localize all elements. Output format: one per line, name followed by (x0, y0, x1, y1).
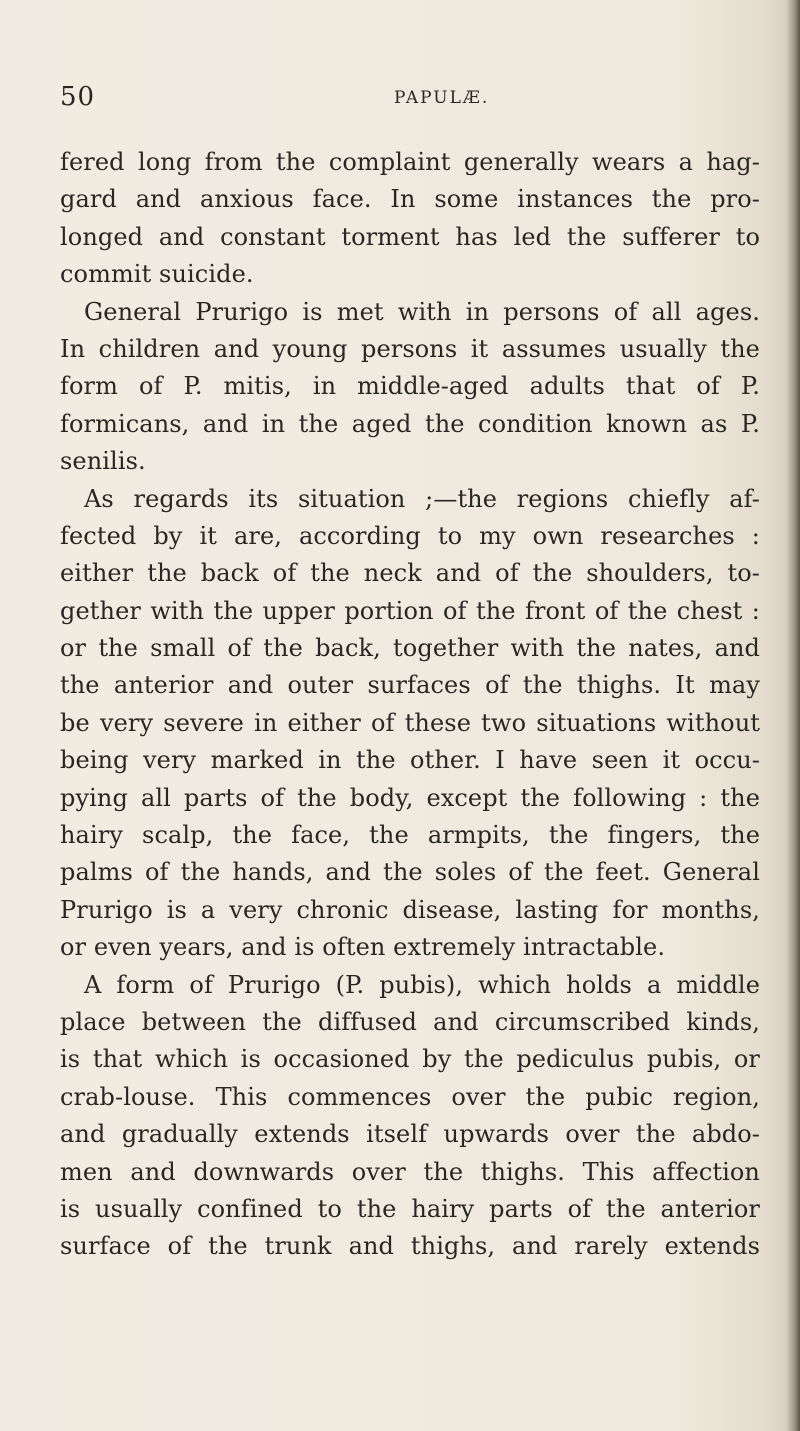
body-text (60, 144, 760, 1266)
text-line: formicans, and in the aged the condition known as P. (60, 409, 760, 438)
text-line: crab-louse. This commences over the pubic region, (60, 1082, 760, 1111)
text-line: commit suicide. (60, 260, 254, 289)
text-line: gether with the upper portion of the front of the chest : (60, 596, 760, 625)
text-line: or even years, and is often extremely intractable. (60, 933, 666, 962)
text-line: As regards its situation ;—the regions chiefly af- (84, 484, 760, 513)
text-line: form of P. mitis, in middle-aged adults that of P. (60, 372, 760, 401)
page-number: 50 (60, 82, 96, 112)
text-line: and gradually extends itself upwards over the abdo- (60, 1120, 760, 1149)
text-line: surface of the trunk and thighs, and rarely extends (60, 1232, 760, 1261)
text-line: fered long from the complaint generally wears a hag- (60, 148, 760, 176)
page-header (60, 82, 760, 122)
text-line: men and downwards over the thighs. This affection (60, 1157, 760, 1186)
text-line: is that which is occasioned by the pediculus pubis, or (60, 1045, 760, 1074)
text-line: A form of Prurigo (P. pubis), which holds a middle (84, 970, 760, 999)
text-line: gard and anxious face. In some instances the pro- (60, 185, 760, 214)
text-line: senilis. (60, 447, 146, 476)
text-line: longed and constant torment has led the sufferer to (60, 222, 760, 251)
text-line: General Prurigo is met with in persons of all ages. (84, 297, 760, 326)
text-line: be very severe in either of these two situations without (60, 708, 760, 737)
text-line: either the back of the neck and of the shoulders, to- (60, 559, 760, 588)
text-line: Prurigo is a very chronic disease, lasting for months, (60, 895, 760, 924)
text-line: place between the diffused and circumscribed kinds, (60, 1007, 760, 1036)
running-head: PAPULÆ. (394, 88, 490, 108)
text-line: the anterior and outer surfaces of the thighs. It may (60, 671, 760, 700)
page-edge-shadow (786, 0, 800, 1431)
text-line: pying all parts of the body, except the following : the (60, 783, 760, 812)
text-line: being very marked in the other. I have seen it occu- (60, 746, 760, 775)
text-line: is usually confined to the hairy parts of the anterior (60, 1194, 760, 1223)
text-line: fected by it are, according to my own researches : (60, 521, 760, 550)
text-line: or the small of the back, together with the nates, and (60, 634, 760, 663)
text-line: hairy scalp, the face, the armpits, the fingers, the (60, 821, 760, 850)
text-line: palms of the hands, and the soles of the feet. General (60, 858, 760, 887)
text-line: In children and young persons it assumes usually the (60, 334, 760, 363)
